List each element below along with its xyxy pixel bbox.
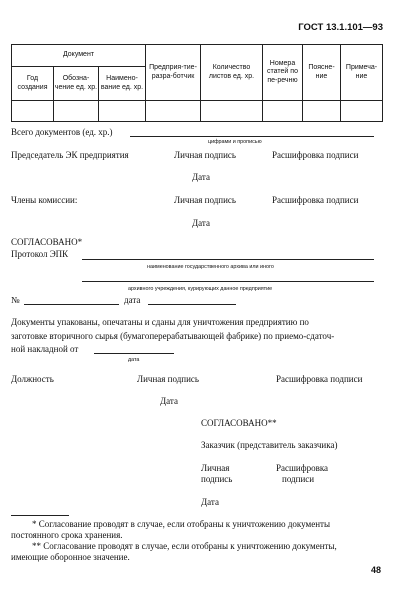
table-header-enterprise: Предприя-тие-разра-ботчик (146, 45, 201, 101)
agreed1-protocol: Протокол ЭПК (11, 249, 69, 259)
table-header-designation: Обозна-чение ед. хр. (54, 67, 99, 101)
agreed2-title: СОГЛАСОВАНО** (201, 418, 277, 428)
footnote-2-line-2: имеющие оборонное значение. (11, 552, 130, 562)
agreed2-customer: Заказчик (представитель заказчика) (201, 440, 338, 450)
footnote-1-line-1: * Согласование проводят в случае, если отобраны к уничтожению документы (32, 519, 331, 529)
page-header: ГОСТ 13.1.101—93 (298, 22, 383, 33)
agreed1-caption2: архивного учреждения, курирующих данное предприятие (128, 286, 273, 292)
members-signature: Личная подпись (174, 195, 237, 205)
table-header-explanation: Поясне-ние (303, 45, 341, 101)
table-header-document: Документ (12, 45, 146, 67)
table-empty-row (12, 101, 383, 122)
sign-date: Дата (160, 396, 178, 406)
agreed1-date-label: дата (124, 295, 141, 305)
agreed2-sig-line1: Личная (201, 463, 230, 473)
paragraph-line-2: заготовке вторичного сырья (бумагоперерабатывающей фабрике) по приемо-сдаточ- (11, 331, 335, 341)
members-date: Дата (192, 218, 210, 228)
agreed2-date: Дата (201, 497, 219, 507)
agreed1-caption1: наименование государственного архива или иного (147, 264, 274, 270)
position-label: Должность (11, 374, 54, 384)
chair-signature: Личная подпись (174, 150, 237, 160)
page-number: 48 (371, 565, 382, 575)
members-decode: Расшифровка подписи (272, 195, 359, 205)
document-table (11, 44, 383, 122)
table-header-article: Номера статей по пе-речню (263, 45, 303, 101)
table-header-note: Примеча-ние (341, 45, 383, 101)
chair-date: Дата (192, 172, 210, 182)
sign-signature: Личная подпись (137, 374, 200, 384)
agreed1-number-label: № (11, 295, 20, 305)
paragraph-line-3: ной накладной от (11, 344, 79, 354)
table-header-name: Наимено-вание ед. хр. (99, 67, 146, 101)
agreed1-second-line (82, 281, 374, 282)
sign-decode: Расшифровка подписи (276, 374, 363, 384)
footnote-separator (11, 515, 69, 516)
total-label: Всего документов (ед. хр.) (11, 127, 113, 137)
agreed2-sig-line2: подпись (201, 474, 233, 484)
footnote-2-line-1: ** Согласование проводят в случае, если отобраны к уничтожению документы, (32, 541, 337, 551)
agreed2-decode-line1: Расшифровка (276, 463, 329, 473)
table-header-sheets: Количество листов ед. хр. (201, 45, 263, 101)
paragraph-line-1: Документы упакованы, опечатаны и сданы для уничтожения предприятию по (11, 317, 309, 327)
members-label: Члены комиссии: (11, 195, 78, 205)
chair-label: Председатель ЭК предприятия (11, 150, 129, 160)
footnote-1-line-2: постоянного срока хранения. (11, 530, 123, 540)
paragraph-date-line (94, 353, 174, 354)
agreed1-number-line (24, 304, 119, 305)
agreed1-title: СОГЛАСОВАНО* (11, 237, 83, 247)
chair-decode: Расшифровка подписи (272, 150, 359, 160)
table-header-year: Год создания (12, 67, 54, 101)
agreed1-date-line (148, 304, 236, 305)
total-line (130, 136, 374, 137)
agreed1-protocol-line (82, 259, 374, 260)
total-caption: цифрами и прописью (208, 139, 262, 145)
agreed2-decode-line2: подписи (282, 474, 315, 484)
paragraph-date-caption: дата (128, 357, 140, 363)
